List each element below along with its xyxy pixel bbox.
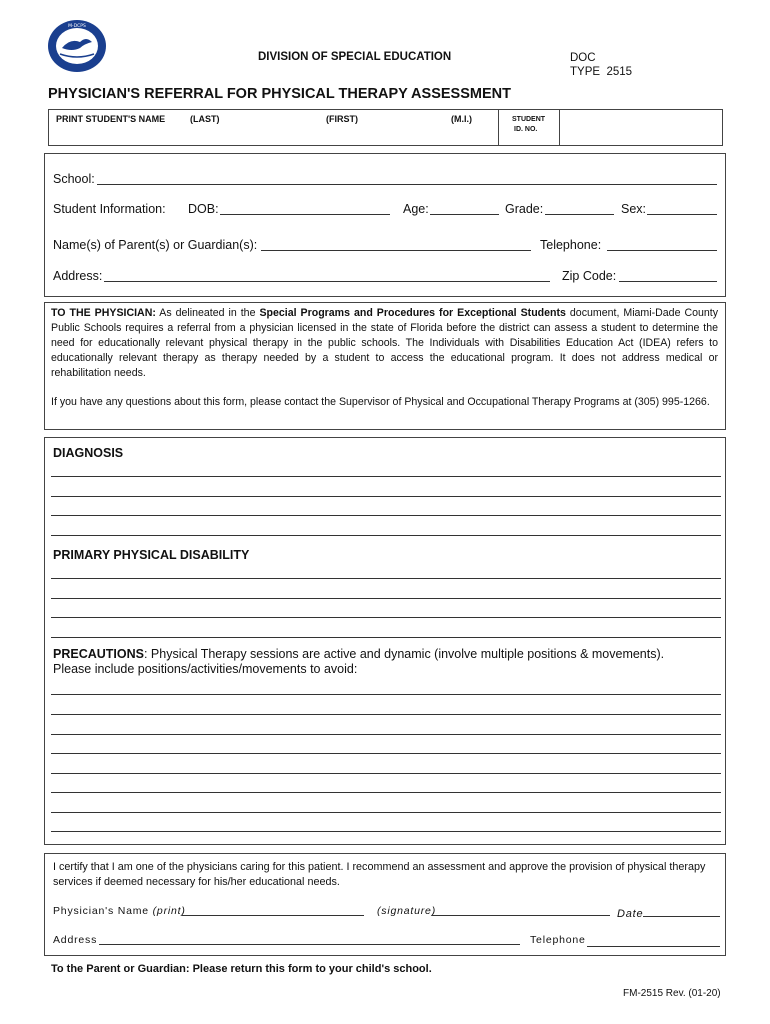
doc-label: DOC <box>570 52 596 64</box>
physician-telephone-label: Telephone <box>530 934 586 946</box>
precautions-line-3[interactable] <box>51 734 721 735</box>
dob-input[interactable] <box>220 214 390 215</box>
primary-disability-heading: PRIMARY PHYSICAL DISABILITY <box>53 548 250 562</box>
precautions-line-7[interactable] <box>51 812 721 813</box>
zip-input[interactable] <box>619 281 717 282</box>
student-id-label-1: STUDENT <box>512 116 546 123</box>
diagnosis-heading: DIAGNOSIS <box>53 446 124 460</box>
telephone-input[interactable] <box>607 250 717 251</box>
school-district-seal-icon <box>46 18 108 74</box>
precautions-text: PRECAUTIONS: Physical Therapy sessions are active and dynamic (involve multiple positions & movements). <box>53 647 665 661</box>
precautions-line-2[interactable] <box>51 714 721 715</box>
signature-label: (signature) <box>377 905 436 917</box>
return-instruction: To the Parent or Guardian: Please return this form to your child's school. <box>51 963 432 975</box>
first-name-label: (FIRST) <box>326 114 358 124</box>
doc-type-number: 2515 <box>606 66 633 78</box>
certification-text: I certify that I am one of the physicians caring for this patient. I recommend an assessment and approve the provision of physical therapy services if deemed necessary for his/her educational needs. <box>53 861 706 889</box>
parents-input[interactable] <box>261 250 531 251</box>
physician-name-label: Physician's Name (print) <box>53 905 186 917</box>
disability-line-3[interactable] <box>51 617 721 618</box>
physician-address-input[interactable] <box>99 944 520 945</box>
disability-line-4[interactable] <box>51 637 721 638</box>
form-id: FM-2515 Rev. (01-20) <box>623 988 721 999</box>
address-label: Address: <box>53 269 103 283</box>
svg-text:M-DCPS: M-DCPS <box>68 24 86 29</box>
precautions-instruction: Please include positions/activities/movements to avoid: <box>53 662 358 676</box>
school-input[interactable] <box>97 184 717 185</box>
student-info-box <box>44 153 726 297</box>
disability-line-1[interactable] <box>51 578 721 579</box>
physician-address-label: Address <box>53 934 98 946</box>
doc-type-label: TYPE 2515 <box>570 66 633 78</box>
precautions-line-8[interactable] <box>51 831 721 832</box>
address-input[interactable] <box>104 281 550 282</box>
contact-text: If you have any questions about this form, please contact the Supervisor of Physical and Occupational Therapy Programs at (305) 995-1266. <box>51 396 710 408</box>
print-name-label: PRINT STUDENT'S NAME <box>56 114 166 124</box>
physician-telephone-input[interactable] <box>587 946 720 947</box>
signature-input[interactable] <box>432 915 610 916</box>
diagnosis-line-4[interactable] <box>51 535 721 536</box>
precautions-line-1[interactable] <box>51 694 721 695</box>
diagnosis-line-2[interactable] <box>51 496 721 497</box>
age-input[interactable] <box>430 214 499 215</box>
page-title: PHYSICIAN'S REFERRAL FOR PHYSICAL THERAPY ASSESSMENT <box>48 86 511 102</box>
sex-label: Sex: <box>621 202 647 216</box>
diagnosis-line-3[interactable] <box>51 515 721 516</box>
physician-name-input[interactable] <box>182 915 364 916</box>
division-title: DIVISION OF SPECIAL EDUCATION <box>258 51 452 63</box>
disability-line-2[interactable] <box>51 598 721 599</box>
student-information-label: Student Information: <box>53 202 166 216</box>
telephone-label: Telephone: <box>540 238 602 252</box>
grade-label: Grade: <box>505 202 544 216</box>
clinical-info-box <box>44 437 726 845</box>
precautions-line-5[interactable] <box>51 773 721 774</box>
physician-note-text: TO THE PHYSICIAN: As delineated in the Special Programs and Procedures for Exceptional Students document, Miami-Dade County Public Schools requires a referral from a physician licensed in the state of Florida before the district can assess a student to determine the need for educationally relevant physical therapy in the public schools. The Individuals with Disabilities Education Act (IDEA) refers to educationally relevant therapy as therapy needed by a student to access the educational program. It does not address medical or rehabilitation needs. <box>51 307 719 380</box>
dob-label: DOB: <box>188 202 219 216</box>
date-input[interactable] <box>643 916 720 917</box>
last-name-label: (LAST) <box>190 114 220 124</box>
age-label: Age: <box>403 202 429 216</box>
middle-initial-label: (M.I.) <box>451 114 472 124</box>
zip-label: Zip Code: <box>562 269 617 283</box>
school-label: School: <box>53 172 95 186</box>
sex-input[interactable] <box>647 214 717 215</box>
diagnosis-line-1[interactable] <box>51 476 721 477</box>
parents-label: Name(s) of Parent(s) or Guardian(s): <box>53 238 258 252</box>
precautions-line-4[interactable] <box>51 753 721 754</box>
precautions-line-6[interactable] <box>51 792 721 793</box>
student-id-label-2: ID. NO. <box>514 126 538 133</box>
grade-input[interactable] <box>545 214 614 215</box>
date-label: Date <box>617 908 644 920</box>
